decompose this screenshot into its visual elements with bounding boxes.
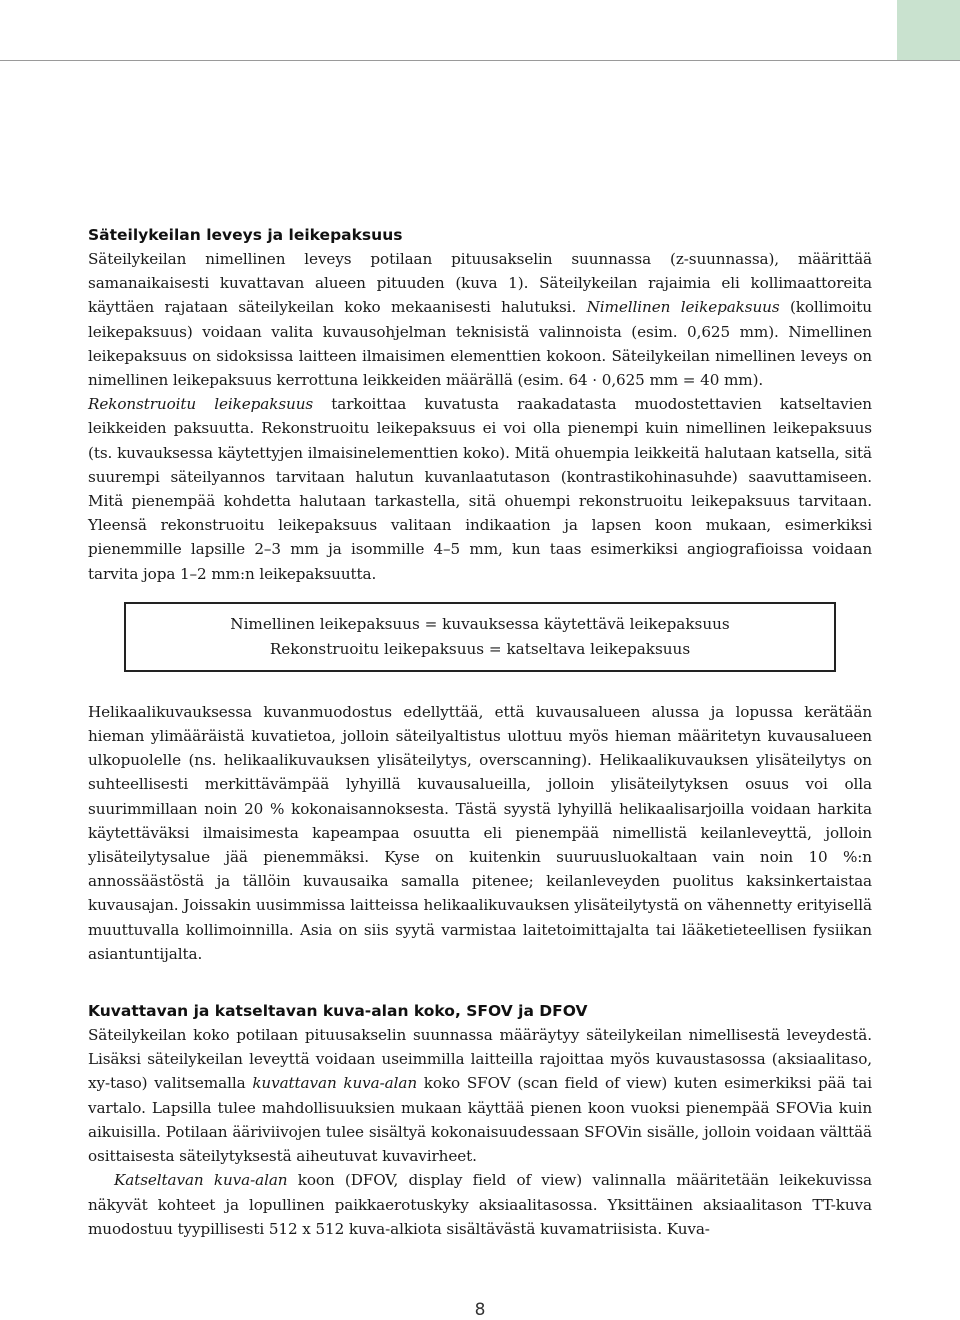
text-run: (kollimoitu leikepaksuus) voidaan valita kuvausohjelman teknisistä valinnoista (esim. 0,625 mm). Nimellinen leikepaksuus on sidoksissa laitteen ilmaisimen elementtien kokoon. Säteilykeilan nimellinen leveys on nimellinen leikepaksuus kerrottuna leikkeiden määrällä (esim. 64 · 0,625 mm = 40 mm). (88, 298, 872, 390)
paragraph-dfov (88, 1168, 872, 1241)
paragraph-reconstructed-thickness (88, 392, 872, 586)
definition-box (124, 602, 836, 672)
text-run: tarkoittaa kuvatusta raakadatasta muodostettavien katseltavien leikkeiden paksuutta. Rekonstruoitu leikepaksuus ei voi olla pienempi kuin nimellinen leikepaksuus (ts. kuvauksessa käytettyjen ilmaisinelementtien koko). Mitä ohuempia leikkeitä halutaan katsella, sitä suurempi säteilyannos tarvitaan halutun kuvanlaatutason (kontrastikohinasuhde) saavuttamiseen. Mitä pienempää kohdetta halutaan tarkastella, sitä ohuempi rekonstruoitu leikepaksuus tarvitaan. Yleensä rekonstruoitu leikepaksuus valitaan indikaation ja lapsen koon mukaan, esimerkiksi pienemmille lapsille 2–3 mm ja isommille 4–5 mm, kun taas esimerkiksi angiografioissa voidaan tarvita jopa 1–2 mm:n leikepaksuutta. (88, 395, 872, 583)
header-rule (0, 60, 960, 61)
paragraph-helical-overscanning: Helikaalikuvauksessa kuvanmuodostus edellyttää, että kuvausalueen alussa ja lopussa kerätään hieman ylimääräistä kuvatietoa, jolloin säteilyaltistus ulottuu myös hieman määritetyn kuvausalueen ulkopuolelle (ns. helikaalikuvauksen ylisäteilytys, overscanning). Helikaalikuvauksen ylisäteilytys on suhteellisesti merkittävämpää lyhyillä kuvausalueilla, jolloin ylisäteilytyksen osuus voi olla suurimmillaan noin 20 % kokonaisannoksesta. Tästä syystä lyhyillä helikaalisarjoilla voidaan harkita käytettäväksi ilmaisimesta kapeampaa osuutta eli pienempää nimellistä keilanleveyttä, jolloin ylisäteilytysalue jää pienemmäksi. Kyse on kuitenkin suuruusluokaltaan vain noin 10 %:n annossäästöstä ja tällöin kuvausaika samalla pitenee; keilanleveyden puolitus kaksinkertaistaa kuvausajan. Joissakin uusimmissa laitteissa helikaalikuvauksen ylisäteilytystä on vähennetty erityisellä muuttuvalla kollimoinnilla. Asia on siis syytä varmistaa laitetoimittajalta tai lääketieteellisen fysiikan asiantuntijalta. (88, 702, 872, 963)
text-run: Säteilykeilan koko potilaan pituusakselin suunnassa määräytyy säteilykeilan nimellisestä leveydestä. Lisäksi säteilykeilan leveyttä voidaan useimmilla laitteilla rajoittaa myös kuvaustasossa (aksiaalitaso, xy-taso) valitsemalla (88, 1026, 872, 1093)
term-reconstructed-thickness: Rekonstruoitu leikepaksuus (88, 395, 314, 414)
page-number: 8 (474, 1300, 486, 1320)
text-run: koko SFOV (scan field of view) kuten esimerkiksi pää tai vartalo. Lapsilla tulee mahdollisuuksien mukaan käyttää pienen koon vuoksi pienempää SFOVia kuin aikuisilla. Potilaan ääriviivojen tulee sisältyä kokonaisuudessaan SFOVin sisälle, jolloin voidaan välttää osittaisesta säteilytyksestä aiheutuvat kuvavirheet. (88, 1074, 873, 1166)
definition-line-reconstructed: Rekonstruoitu leikepaksuus = katseltava leikepaksuus (269, 639, 691, 658)
text-run: Säteilykeilan nimellinen leveys potilaan pituusakselin suunnassa (z-suunnassa), määrittää samanaikaisesti kuvattavan alueen pituuden (kuva 1). Säteilykeilan rajaimia eli kollimaattoreita käyttäen rajataan säteilykeilan koko mekaanisesti halutuksi. (88, 250, 872, 317)
corner-tab (897, 0, 960, 61)
section-heading-beam-width: Säteilykeilan leveys ja leikepaksuus (88, 226, 403, 244)
section-heading-fov: Kuvattavan ja katseltavan kuva-alan koko, SFOV ja DFOV (88, 1002, 588, 1021)
section-spacer (88, 966, 872, 1000)
text-run: koon (DFOV, display field of view) valinnalla määritetään leikekuvissa näkyvät kohteet ja lopullinen paikkaerotuskyky aksiaalitasossa. Yksittäinen aksiaalitason TT-kuva muodostuu tyypillisesti 512 x 512 kuva-alkiota sisältävästä kuvamatriisista. Kuva- (88, 1171, 872, 1238)
paragraph-sfov (88, 1023, 872, 1168)
term-scan-fov: kuvattavan kuva-alan (252, 1074, 418, 1093)
paragraph-nominal-thickness (88, 247, 872, 392)
page-body (88, 224, 872, 1241)
definition-line-nominal: Nimellinen leikepaksuus = kuvauksessa käytettävä leikepaksuus (230, 614, 730, 633)
term-display-fov: Katseltavan kuva-alan (114, 1171, 288, 1190)
term-nominal-thickness: Nimellinen leikepaksuus (586, 298, 780, 317)
